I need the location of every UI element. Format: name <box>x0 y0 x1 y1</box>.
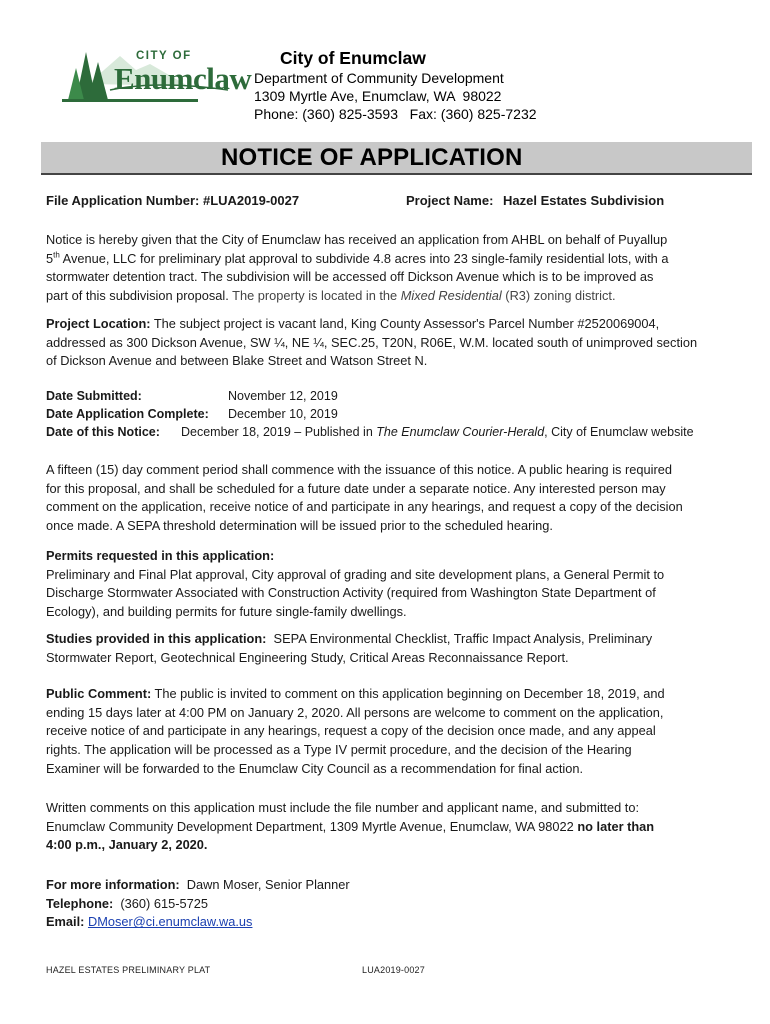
department-name: Department of Community Development <box>254 70 504 86</box>
permits-paragraph <box>46 547 726 622</box>
written-comments-paragraph <box>46 799 726 855</box>
location-line <box>46 315 726 334</box>
contact-phone-line <box>46 895 726 914</box>
notice-line-text: (R3) zoning district. <box>501 288 616 304</box>
written-text: Enumclaw Community Development Department, 1309 Myrtle Avenue, Enumclaw, WA 98022 <box>46 818 578 834</box>
notice-line-text: The property is located in the <box>228 288 401 304</box>
footer-right: LUA2019-0027 <box>362 965 425 975</box>
org-phone-fax: Phone: (360) 825-3593 Fax: (360) 825-7232 <box>254 106 537 122</box>
notice-line-text: Avenue, LLC for preliminary plat approval to subdivide 4.8 acres into 23 single-family residential lots, with a <box>59 250 669 266</box>
project-name-label: Project Name: <box>406 193 494 208</box>
location-line: addressed as 300 Dickson Avenue, SW ¼, NE ¼, SEC.25, T20N, R06E, W.M. located south of unimproved section <box>46 334 698 350</box>
date-notice-row <box>46 425 160 439</box>
notice-line: Notice is hereby given that the City of Enumclaw has received an application from AHBL on behalf of Puyallup <box>46 232 668 247</box>
page-title: NOTICE OF APPLICATION <box>221 144 523 171</box>
contact-phone-value: (360) 615-5725 <box>113 895 208 911</box>
date-complete-row <box>46 407 209 421</box>
notice-line: stormwater detention tract. The subdivision will be accessed off Dickson Avenue which is to be improved as <box>46 269 654 285</box>
org-name: City of Enumclaw <box>280 48 426 68</box>
project-name-row <box>406 193 664 208</box>
permits-label: Permits requested in this application: <box>46 548 275 563</box>
comment-period-paragraph <box>46 461 726 536</box>
public-comment-text: The public is invited to comment on this application beginning on December 18, 2019, and <box>151 686 665 701</box>
contact-block <box>46 876 726 932</box>
project-name-value: Hazel Estates Subdivision <box>503 193 665 208</box>
comment-line: once made. A SEPA threshold determination will be issued prior to the scheduled hearing. <box>46 518 553 534</box>
newspaper-name: The Enumclaw Courier-Herald <box>376 425 545 439</box>
date-notice-value <box>181 425 694 439</box>
written-line: 4:00 p.m., January 2, 2020. <box>46 837 208 853</box>
public-comment-line: receive notice of and participate in any hearings, request a copy of the decision once made, and any appeal <box>46 723 656 739</box>
public-comment-line: rights. The application will be processed as a Type IV permit procedure, and the decision of the Hearing <box>46 742 632 758</box>
logo-name-text: Enumclaw <box>114 61 252 96</box>
location-text: The subject project is vacant land, King County Assessor's Parcel Number #2520069004, <box>150 316 660 331</box>
studies-paragraph <box>46 630 726 667</box>
contact-email-label: Email: <box>46 914 85 930</box>
date-notice-text: , City of Enumclaw website <box>544 425 694 439</box>
written-line: Written comments on this application must include the file number and applicant name, and submitted to: <box>46 800 640 815</box>
notice-paragraph <box>46 231 726 306</box>
permits-line: Preliminary and Final Plat approval, City approval of grading and site development plans, a General Permit to <box>46 566 665 582</box>
date-notice-text: December 18, 2019 – Published in <box>181 425 377 439</box>
date-submitted-row <box>46 389 142 403</box>
contact-info-line <box>46 876 726 895</box>
notice-line-sup: th <box>53 250 60 260</box>
date-notice-label: Date of this Notice: <box>46 425 160 439</box>
notice-line <box>46 287 726 306</box>
comment-line: comment on the application, receive notice of and participate in any hearings, and request a copy of the decision <box>46 499 683 515</box>
project-location-paragraph <box>46 315 726 371</box>
contact-phone-label: Telephone: <box>46 895 114 911</box>
city-logo <box>58 44 252 106</box>
email-link[interactable]: DMoser@ci.enumclaw.wa.us <box>87 914 253 930</box>
zoning-district: Mixed Residential <box>400 288 502 304</box>
org-address: 1309 Myrtle Ave, Enumclaw, WA 98022 <box>254 88 502 104</box>
title-banner <box>41 142 752 175</box>
public-comment-paragraph <box>46 685 726 779</box>
file-number-value: #LUA2019-0027 <box>202 193 300 208</box>
comment-line: A fifteen (15) day comment period shall commence with the issuance of this notice. A public hearing is required <box>46 462 672 477</box>
studies-label: Studies provided in this application: <box>46 631 267 646</box>
file-application-row <box>46 193 299 208</box>
public-comment-label: Public Comment: <box>46 686 152 701</box>
footer-left: HAZEL ESTATES PRELIMINARY PLAT <box>46 965 211 975</box>
contact-info-label: For more information: <box>46 877 180 892</box>
deadline-text: no later than <box>577 818 655 834</box>
location-line: of Dickson Avenue and between Blake Street and Watson Street N. <box>46 353 428 369</box>
comment-line: for this proposal, and shall be scheduled for a future date under a separate notice. Any interested person may <box>46 480 666 496</box>
permits-line: Discharge Stormwater Associated with Construction Activity (required from Washington State Department of <box>46 585 656 601</box>
notice-line-number: 5 <box>46 250 54 266</box>
studies-line: Stormwater Report, Geotechnical Engineering Study, Critical Areas Reconnaissance Report. <box>46 649 569 665</box>
date-submitted-label: Date Submitted: <box>46 389 142 403</box>
public-comment-line: Examiner will be forwarded to the Enumclaw City Council as a recommendation for final action. <box>46 760 584 776</box>
studies-text: SEPA Environmental Checklist, Traffic Impact Analysis, Preliminary <box>266 631 653 646</box>
contact-info-value: Dawn Moser, Senior Planner <box>179 877 350 892</box>
project-location-label: Project Location: <box>46 316 151 331</box>
notice-line <box>46 250 726 269</box>
public-comment-line <box>46 685 726 704</box>
notice-line-text: part of this subdivision proposal. <box>46 288 229 304</box>
logo-city-text: CITY OF <box>136 50 192 62</box>
public-comment-line: ending 15 days later at 4:00 PM on January 2, 2020. All persons are welcome to comment on the application, <box>46 704 664 720</box>
date-complete-label: Date Application Complete: <box>46 407 209 421</box>
written-line <box>46 818 726 837</box>
studies-line <box>46 630 726 649</box>
contact-email-line <box>46 913 726 932</box>
file-number-label: File Application Number: <box>46 193 200 208</box>
permits-line: Ecology), and building permits for future single-family dwellings. <box>46 604 407 620</box>
date-submitted-value: November 12, 2019 <box>228 389 338 403</box>
date-complete-value: December 10, 2019 <box>228 407 338 421</box>
